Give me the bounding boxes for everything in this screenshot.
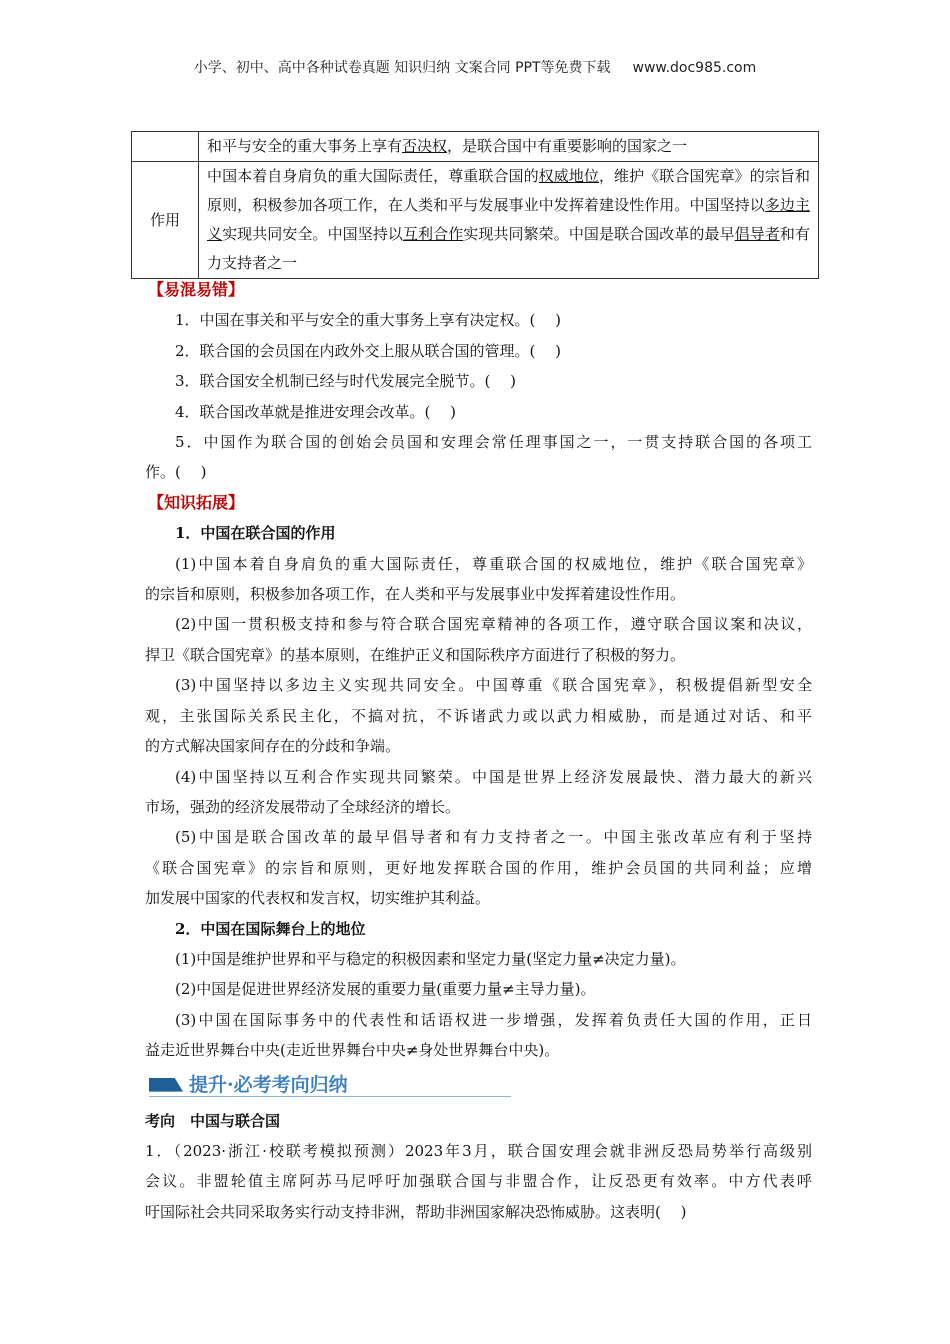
- table-cell: 中国本着自身肩负的重大国际责任，尊重联合国的权威地位，维护《联合国宪章》的宗旨和原则，积极参加各项工作，在人类和平与发展事业中发挥着建设性作用。中国坚持以多边主义实现共同安全。中国坚持以互利合作实现共同繁荣。中国是联合国改革的最早倡导者和有力支持者之一: [199, 162, 819, 279]
- table-cell: 和平与安全的重大事务上享有否决权，是联合国中有重要影响的国家之一: [199, 132, 819, 162]
- paragraph-line: 观，主张国际关系民主化，不搞对抗，不诉诸武力或以武力相威胁，而是通过对话、和平: [145, 706, 812, 725]
- section-heading: 2．中国在国际舞台上的地位: [175, 919, 366, 938]
- direction-heading: 考向 中国与联合国: [145, 1111, 281, 1130]
- banner-bar: [149, 1078, 183, 1092]
- document-body: [145, 275, 812, 1227]
- question-item: 2．联合国的会员国在内政外交上服从联合国的管理。( ): [175, 341, 562, 360]
- question-item: 4．联合国改革就是推进安理会改革。( ): [175, 402, 457, 421]
- confusion-heading: 【易混易错】: [148, 280, 245, 299]
- paragraph-line: 捍卫《联合国宪章》的基本原则，在维护正义和国际秩序方面进行了积极的努力。: [145, 645, 686, 664]
- table-label: 作用: [132, 162, 199, 279]
- paragraph-line: 的方式解决国家间存在的分歧和争端。: [145, 737, 401, 756]
- paragraph-line: (1)中国本着自身肩负的重大国际责任，尊重联合国的权威地位，维护《联合国宪章》: [175, 554, 812, 573]
- page-header: [0, 57, 950, 77]
- banner-title: 提升·必考考向归纳: [189, 1073, 348, 1096]
- paragraph-line: 市场，强劲的经济发展带动了全球经济的增长。: [145, 797, 461, 816]
- section-heading: 1．中国在联合国的作用: [175, 524, 336, 543]
- paragraph-line: 加发展中国家的代表权和发言权，切实维护其利益。: [145, 889, 491, 908]
- paragraph-line: 会议。非盟轮值主席阿苏马尼呼吁加强联合国与非盟合作，让反恐更有效率。中方代表呼: [145, 1172, 812, 1191]
- header-text: 小学、初中、高中各种试卷真题 知识归纳 文案合同 PPT等免费下载: [193, 60, 611, 76]
- paragraph-line: (4)中国坚持以互利合作实现共同繁荣。中国是世界上经济发展最快、潜力最大的新兴: [175, 767, 812, 786]
- paragraph-line: 作。( ): [145, 463, 207, 482]
- paragraph-line: 5．中国作为联合国的创始会员国和安理会常任理事国之一，一贯支持联合国的各项工: [175, 433, 812, 452]
- paragraph-line: (5)中国是联合国改革的最早倡导者和有力支持者之一。中国主张改革应有利于坚持: [175, 828, 812, 847]
- paragraph-line: (2)中国一贯积极支持和参与符合联合国宪章精神的各项工作，遵守联合国议案和决议，: [175, 615, 812, 634]
- paragraph-line: 《联合国宪章》的宗旨和原则，更好地发挥联合国的作用，维护会员国的共同利益；应增: [145, 858, 812, 877]
- paragraph-line: (1)中国是维护世界和平与稳定的积极因素和坚定力量(坚定力量≠决定力量)。: [175, 949, 686, 968]
- banner-underline: [149, 1096, 511, 1097]
- paragraph-line: (2)中国是促进世界经济发展的重要力量(重要力量≠主导力量)。: [175, 980, 596, 999]
- extension-heading: 【知识拓展】: [148, 492, 245, 512]
- paragraph-line: 吁国际社会共同采取务实行动支持非洲，帮助非洲国家解决恐怖威胁。这表明( ): [145, 1202, 687, 1221]
- paragraph-line: 益走近世界舞台中央(走近世界舞台中央≠身处世界舞台中央)。: [145, 1041, 560, 1060]
- paragraph-line: (3)中国在国际事务中的代表性和话语权进一步增强，发挥着负责任大国的作用，正日: [175, 1010, 812, 1029]
- paragraph-line: 1．（2023·浙江·校联考模拟预测）2023年3月，联合国安理会就非洲反恐局势举行高级别: [145, 1141, 812, 1160]
- question-item: 1．中国在事关和平与安全的重大事务上享有决定权。( ): [175, 311, 562, 330]
- table-cell-empty: [132, 132, 199, 162]
- paragraph-line: (3)中国坚持以多边主义实现共同安全。中国尊重《联合国宪章》，积极提倡新型安全: [175, 676, 812, 695]
- section-banner: [145, 1070, 812, 1106]
- table-row: [132, 162, 819, 279]
- paragraph-line: 的宗旨和原则，积极参加各项工作，在人类和平与发展事业中发挥着建设性作用。: [145, 585, 686, 604]
- header-url: www.doc985.com: [632, 60, 757, 76]
- table-row: [132, 132, 819, 162]
- role-table: [131, 131, 819, 279]
- question-item: 3．联合国安全机制已经与时代发展完全脱节。( ): [175, 372, 517, 391]
